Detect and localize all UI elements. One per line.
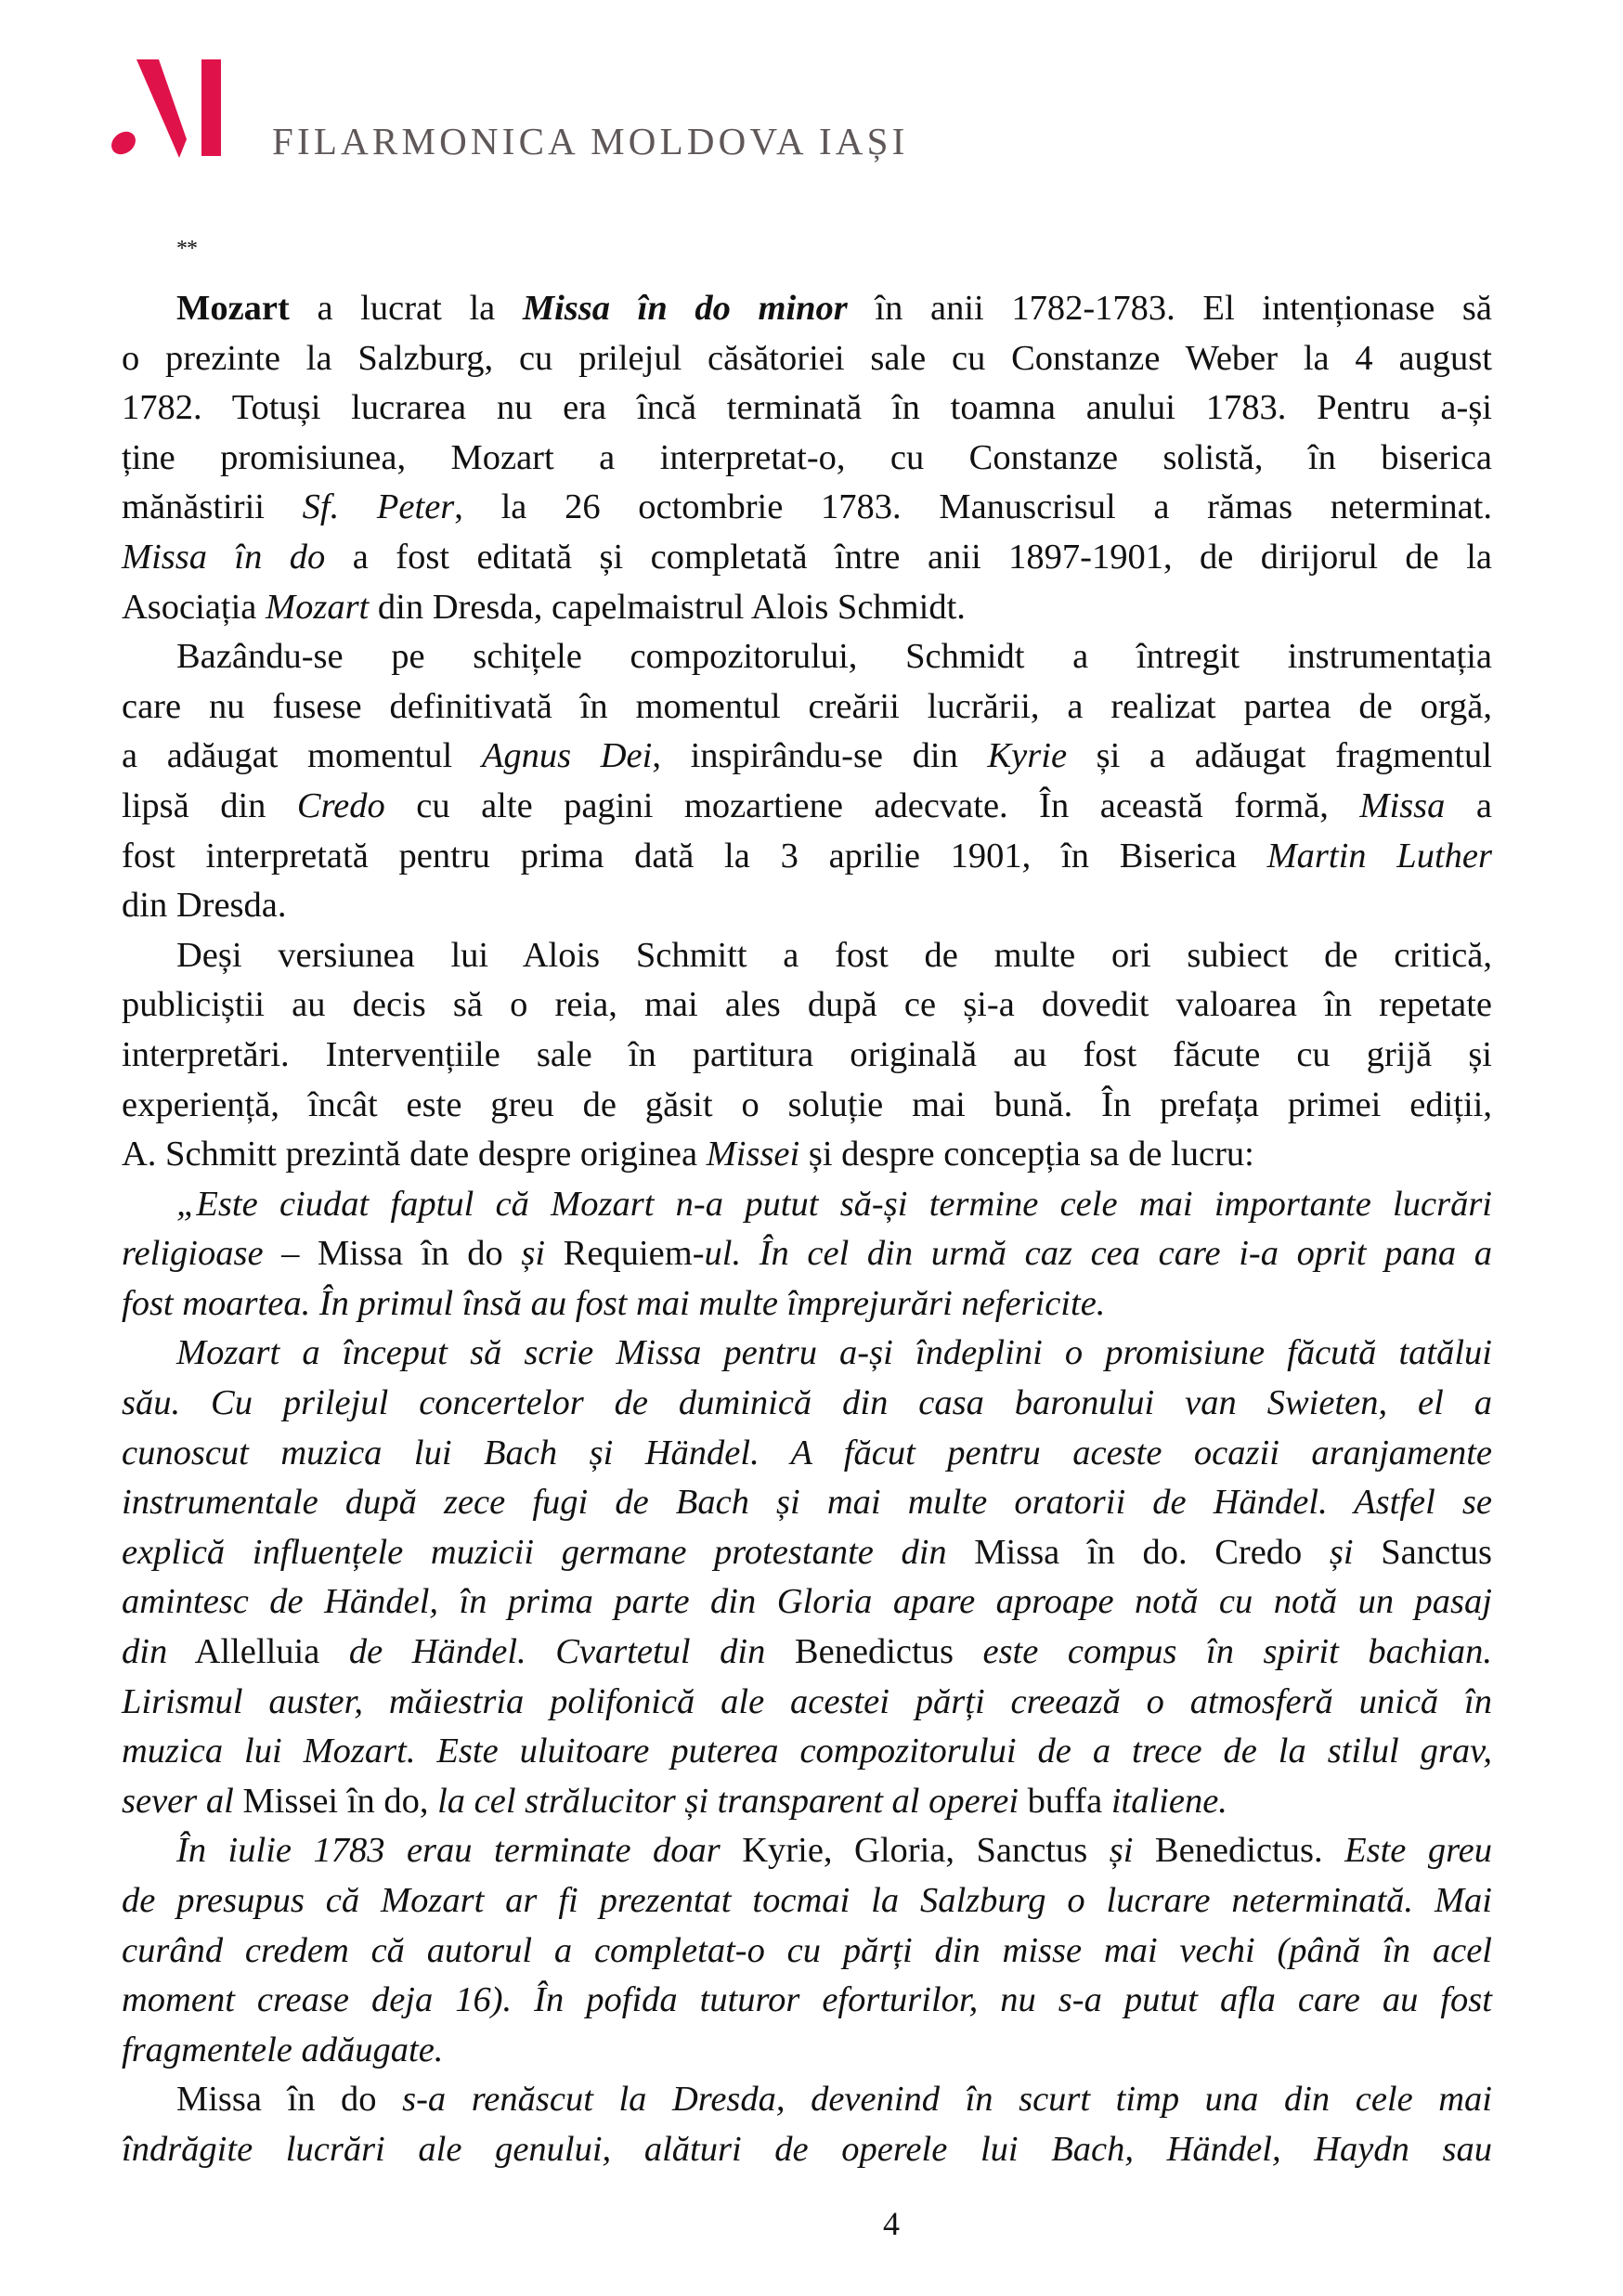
text-line <box>122 434 1492 484</box>
italic-run: Este greu <box>1344 1831 1492 1871</box>
text-line <box>122 1329 1492 1379</box>
bold-italic-run: Missa în do minor <box>522 289 848 328</box>
text-line <box>122 980 1492 1031</box>
text-run: Deși versiunea lui Alois Schmitt a fost de multe ori subiect de critică, <box>176 935 1492 975</box>
text-line <box>122 1777 1492 1827</box>
text-line <box>122 533 1492 583</box>
italic-run: este compus în spirit bachian. <box>982 1632 1492 1672</box>
italic-run: Mozart <box>266 587 370 627</box>
italic-run: și <box>521 1234 546 1274</box>
text-run: Benedictus <box>765 1632 983 1672</box>
italic-run: -ul. În cel din urmă caz cea care i-a oprit pana a <box>692 1234 1492 1274</box>
text-run: interpretări. Intervențiile sale în partitura originală au fost făcute cu grijă și <box>122 1034 1492 1074</box>
text-line <box>122 1279 1492 1330</box>
italic-run: cunoscut muzica lui Bach și Händel. A făcut pentru aceste ocazii aranjamente <box>122 1433 1492 1472</box>
text-line <box>122 1628 1492 1678</box>
text-run: a <box>1445 785 1492 825</box>
italic-run: explică influențele muzicii germane protestante din <box>122 1532 947 1572</box>
text-line <box>122 2026 1492 2076</box>
italic-run: moment crease deja 16). În pofida tuturor eforturilor, nu s-a putut afla care au fost <box>122 1980 1492 2020</box>
article-body <box>122 284 1492 2175</box>
text-run: Kyrie, Gloria, Sanctus <box>720 1831 1110 1871</box>
italic-run: și <box>1109 1831 1134 1871</box>
paragraph <box>122 632 1492 931</box>
paragraph <box>122 284 1492 632</box>
text-line <box>122 1130 1492 1180</box>
text-run: din Dresda, capelmaistrul Alois Schmidt. <box>369 587 966 627</box>
italic-run: muzica lui Mozart. Este uluitoare puterea compozitorului de a trece de la stilul grav, <box>122 1732 1492 1771</box>
text-line <box>122 881 1492 931</box>
text-run: , la 26 octombrie 1783. Manuscrisul a rămas neterminat. <box>454 487 1492 527</box>
italic-run: din <box>122 1632 168 1672</box>
text-run: Missa în do. Credo <box>946 1532 1330 1572</box>
text-line <box>122 1678 1492 1728</box>
italic-run: Mozart a început să scrie Missa pentru a-și îndeplini o promisiune făcută tatălui <box>176 1333 1492 1373</box>
filarmonica-m-logo-icon <box>109 58 231 160</box>
paragraph <box>122 1826 1492 2075</box>
text-line <box>122 284 1492 334</box>
italic-run: Missei <box>706 1135 800 1174</box>
italic-run: s-a renăscut la Dresda, devenind în scurt timp una din cele mai <box>376 2080 1492 2120</box>
italic-run: fost moartea. În primul însă au fost mai multe împrejurări nefericite. <box>122 1283 1106 1323</box>
text-run: experiență, încât este greu de găsit o soluție mai bună. În prefața primei ediții, <box>122 1084 1492 1124</box>
italic-run: italiene. <box>1110 1781 1227 1821</box>
text-run: a adăugat momentul <box>122 736 482 776</box>
text-run: – Missa în do <box>263 1234 522 1274</box>
italic-run: Sf. Peter <box>302 487 455 527</box>
text-run: a lucrat la <box>289 289 523 328</box>
italic-run: curând credem că autorul a completat-o cu părți din misse mai vechi (până în acel <box>122 1930 1492 1970</box>
text-run: A. Schmitt prezintă date despre originea <box>122 1135 707 1174</box>
text-line <box>122 2075 1492 2125</box>
text-run: Missei în do, <box>233 1781 438 1821</box>
text-run: , inspirându-se din <box>652 736 988 776</box>
text-run: lipsă din <box>122 785 297 825</box>
text-run: ține promisiunea, Mozart a interpretat-o, cu Constanze solistă, în biserica <box>122 437 1492 477</box>
text-line <box>122 632 1492 682</box>
page-header <box>0 0 1623 186</box>
organization-name: FILARMONICA MOLDOVA IAȘI <box>272 120 909 162</box>
text-line <box>122 1031 1492 1081</box>
paragraph <box>122 2075 1492 2174</box>
text-run: care nu fusese definitivată în momentul creării lucrării, a realizat partea de orgă, <box>122 686 1492 726</box>
text-line <box>122 1429 1492 1479</box>
text-run: mănăstirii <box>122 487 303 527</box>
text-line <box>122 1577 1492 1628</box>
italic-run: său. Cu prilejul concertelor de duminică din casa baronului van Swieten, el a <box>122 1383 1492 1423</box>
paragraph <box>122 1329 1492 1826</box>
italic-run: În iulie 1783 erau terminate doar <box>176 1831 721 1871</box>
text-run: Allelluia <box>167 1632 349 1672</box>
text-line <box>122 1478 1492 1528</box>
italic-run: Missa în do <box>122 537 326 577</box>
text-line <box>122 832 1492 882</box>
italic-run: instrumentale după zece fugi de Bach și mai multe oratorii de Händel. Astfel se <box>122 1483 1492 1523</box>
text-line <box>122 583 1492 633</box>
text-run: Sanctus <box>1353 1532 1492 1572</box>
text-run: publiciștii au decis să o reia, mai ales după ce și-a dovedit valoarea în repetate <box>122 985 1492 1025</box>
italic-run: sever al <box>122 1781 234 1821</box>
italic-run: de presupus că Mozart ar fi prezentat tocmai la Salzburg o lucrare neterminată. Mai <box>122 1881 1492 1920</box>
text-line <box>122 1826 1492 1876</box>
text-line <box>122 1180 1492 1230</box>
italic-run: Kyrie <box>987 736 1068 776</box>
italic-run: de Händel. Cvartetul din <box>348 1632 766 1672</box>
text-line <box>122 1379 1492 1429</box>
text-run: și a adăugat fragmentul <box>1067 736 1492 776</box>
text-run: Missa în do <box>176 2080 377 2120</box>
text-run: cu alte pagini mozartiene adecvate. În această formă, <box>384 785 1360 825</box>
italic-run: religioase <box>122 1234 264 1274</box>
text-line <box>122 383 1492 434</box>
text-line <box>122 931 1492 981</box>
italic-run: fragmentele adăugate. <box>122 2030 444 2069</box>
text-run: fost interpretată pentru prima dată la 3 aprilie 1901, în Biserica <box>122 836 1267 876</box>
italic-run: Missa <box>1359 785 1446 825</box>
italic-run: la cel strălucitor și transparent al operei <box>437 1781 1019 1821</box>
page-number: 4 <box>883 2205 900 2242</box>
text-line <box>122 732 1492 782</box>
text-run: din Dresda. <box>122 886 287 926</box>
text-line <box>122 334 1492 384</box>
text-run: și despre concepția sa de lucru: <box>799 1135 1254 1174</box>
text-line <box>122 1876 1492 1926</box>
text-line <box>122 682 1492 733</box>
text-line <box>122 1926 1492 1977</box>
text-line <box>122 1976 1492 2026</box>
text-line <box>122 2125 1492 2175</box>
text-run: Requiem <box>545 1234 693 1274</box>
italic-run: îndrăgite lucrări ale genului, alături de operele lui Bach, Händel, Haydn sau <box>122 2129 1492 2169</box>
italic-run: Lirismul auster, măiestria polifonică ale acestei părți creează o atmosferă unică în <box>122 1681 1492 1721</box>
text-line <box>122 1528 1492 1578</box>
section-separator: ** <box>176 237 197 261</box>
italic-run: amintesc de Händel, în prima parte din Gloria apare aproape notă cu notă un pasaj <box>122 1582 1492 1622</box>
italic-run: Martin Luther <box>1266 836 1492 876</box>
text-run: Benedictus. <box>1133 1831 1345 1871</box>
text-run: 1782. Totuși lucrarea nu era încă terminată în toamna anului 1783. Pentru a-și <box>122 388 1492 428</box>
text-run: a fost editată și completată între anii 1897-1901, de dirijorul de la <box>325 537 1492 577</box>
italic-run: Agnus Dei <box>481 736 653 776</box>
bold-run: Mozart <box>176 289 290 328</box>
text-line <box>122 782 1492 832</box>
text-run: o prezinte la Salzburg, cu prilejul căsătoriei sale cu Constanze Weber la 4 august <box>122 338 1492 378</box>
text-run: în anii 1782-1783. El intenționase să <box>847 289 1492 328</box>
text-line <box>122 483 1492 533</box>
paragraph <box>122 1180 1492 1330</box>
italic-run: și <box>1329 1532 1354 1572</box>
italic-run: „Este ciudat faptul că Mozart n-a putut să-și termine cele mai importante lucrări <box>176 1184 1492 1224</box>
text-run: Bazându-se pe schițele compozitorului, Schmidt a întregit instrumentația <box>176 637 1492 677</box>
text-run: Asociația <box>122 587 266 627</box>
text-line <box>122 1081 1492 1131</box>
text-line <box>122 1229 1492 1279</box>
paragraph <box>122 931 1492 1180</box>
text-line <box>122 1727 1492 1777</box>
italic-run: Credo <box>296 785 385 825</box>
text-run: buffa <box>1019 1781 1111 1821</box>
